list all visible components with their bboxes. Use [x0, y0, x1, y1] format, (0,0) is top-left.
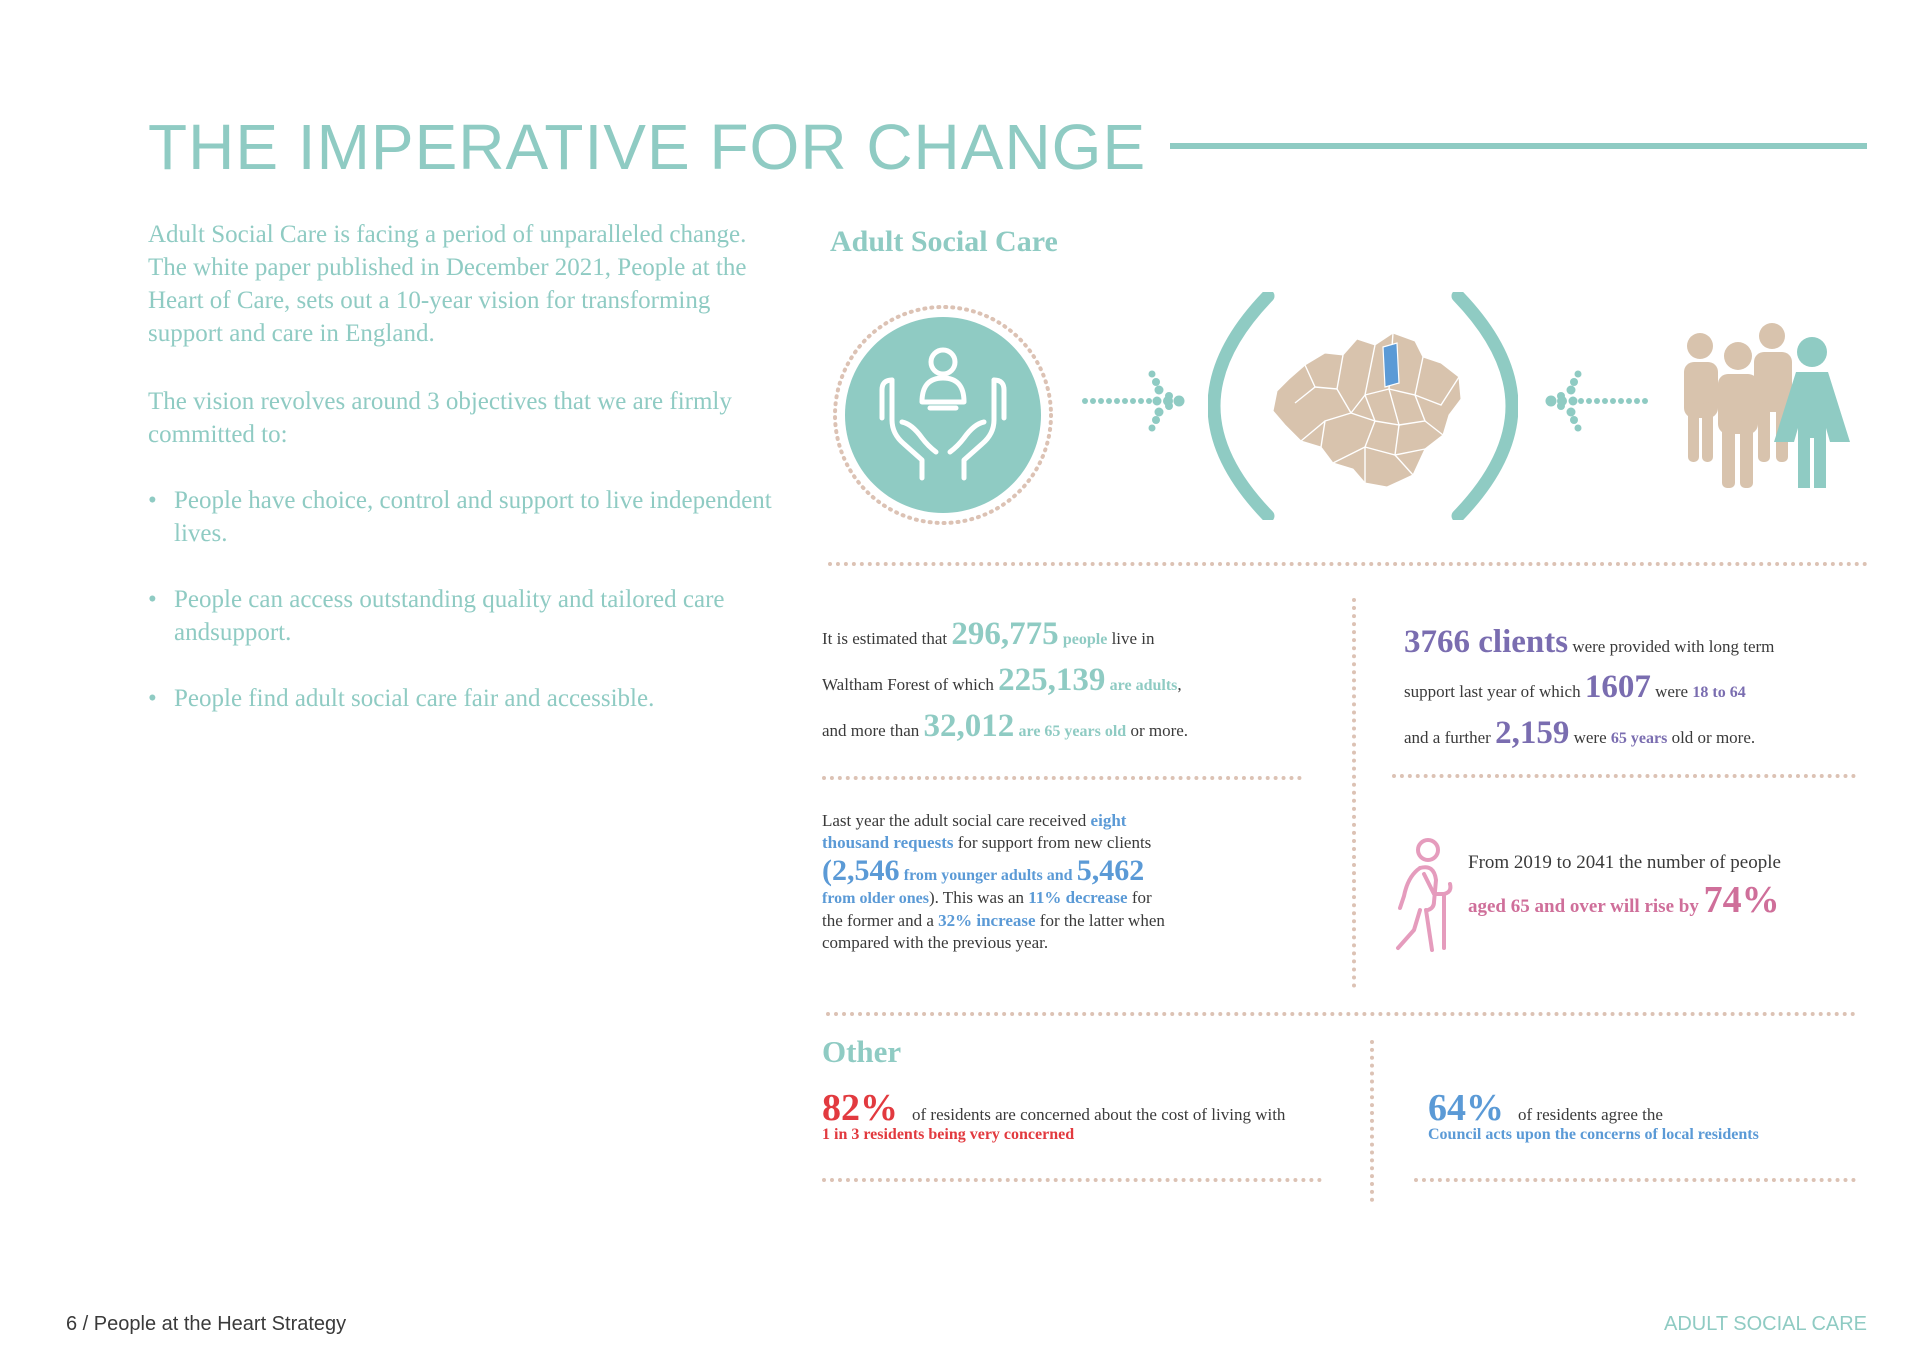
- divider: [1392, 774, 1856, 778]
- page-title: THE IMPERATIVE FOR CHANGE: [148, 111, 1147, 183]
- intro-paragraph-2: The vision revolves around 3 objectives that we are firmly committed to:: [148, 388, 732, 448]
- section-title: Other: [822, 1034, 902, 1069]
- stat-number: 64%: [1428, 1087, 1504, 1129]
- infographic-title: Adult Social Care: [830, 225, 1058, 258]
- stat-number: 3766 clients: [1404, 624, 1569, 660]
- arrow-right-icon: [1080, 366, 1190, 436]
- divider: [1352, 598, 1356, 988]
- cost-of-living-stat: 82% of residents are concerned about the cost of living with 1 in 3 residents being very concerned: [822, 1087, 1286, 1143]
- bullet-text: People have choice, control and support to live independent lives.: [174, 487, 772, 547]
- stat-number: 225,139: [998, 662, 1106, 698]
- divider: [1370, 1040, 1374, 1202]
- bullet-item: • People can access outstanding quality and tailored care andsupport.: [148, 586, 725, 646]
- people-group-icon: [1672, 322, 1862, 490]
- title-rule: [1170, 143, 1867, 149]
- divider: [1414, 1178, 1856, 1182]
- intro-paragraph-1: Adult Social Care is facing a period of unparalleled change. The white paper published in December 2021, People at the Heart of Care, sets out a 10-year vision for transforming support and care in England.: [148, 221, 747, 347]
- stat-number: 296,775: [951, 616, 1059, 652]
- arrow-left-icon: [1540, 366, 1650, 436]
- population-stat: It is estimated that 296,775 people live in Waltham Forest of which 225,139 are adults, and more than 32,012 are 65 years old or more.: [822, 616, 1189, 744]
- divider: [822, 1178, 1322, 1182]
- ageing-stat: From 2019 to 2041 the number of people aged 65 and over will rise by 74%: [1468, 852, 1781, 921]
- clients-stat: 3766 clients were provided with long term support last year of which 1607 were 18 to 64 and a further 2,159 were 65 years old or more.: [1404, 624, 1775, 751]
- stat-number: 5,462: [1076, 854, 1145, 887]
- divider: [822, 776, 1302, 780]
- stat-number: 32,012: [923, 708, 1015, 744]
- care-hands-icon: [830, 302, 1056, 528]
- london-map-icon: [1265, 325, 1465, 490]
- council-trust-stat: 64% of residents agree the Council acts upon the concerns of local residents: [1428, 1087, 1759, 1143]
- bullet-text: People can access outstanding quality and tailored care andsupport.: [174, 586, 725, 646]
- stat-number: 2,546: [832, 854, 900, 887]
- divider: [826, 1012, 1856, 1016]
- bullet-item: • People have choice, control and support to live independent lives.: [148, 487, 772, 547]
- bullet-item: • People find adult social care fair and accessible.: [148, 685, 655, 712]
- bullet-text: People find adult social care fair and accessible.: [174, 685, 655, 712]
- stat-number: 1607: [1584, 669, 1651, 705]
- elderly-person-icon: [1390, 834, 1460, 954]
- stat-number: 82%: [822, 1087, 898, 1129]
- requests-stat: Last year the adult social care received eight thousand requests for support from new clients (2,546 from younger adults and 5,462 from older ones). This was an 11% decrease for the former and a 32% increase for the latter when compared with the previous year.: [822, 811, 1165, 952]
- footer-page-label: 6 / People at the Heart Strategy: [66, 1313, 347, 1335]
- stat-number: 2,159: [1495, 715, 1570, 751]
- divider: [828, 562, 1868, 566]
- stat-number: 74%: [1703, 879, 1780, 921]
- footer-section-label: ADULT SOCIAL CARE: [1664, 1313, 1868, 1335]
